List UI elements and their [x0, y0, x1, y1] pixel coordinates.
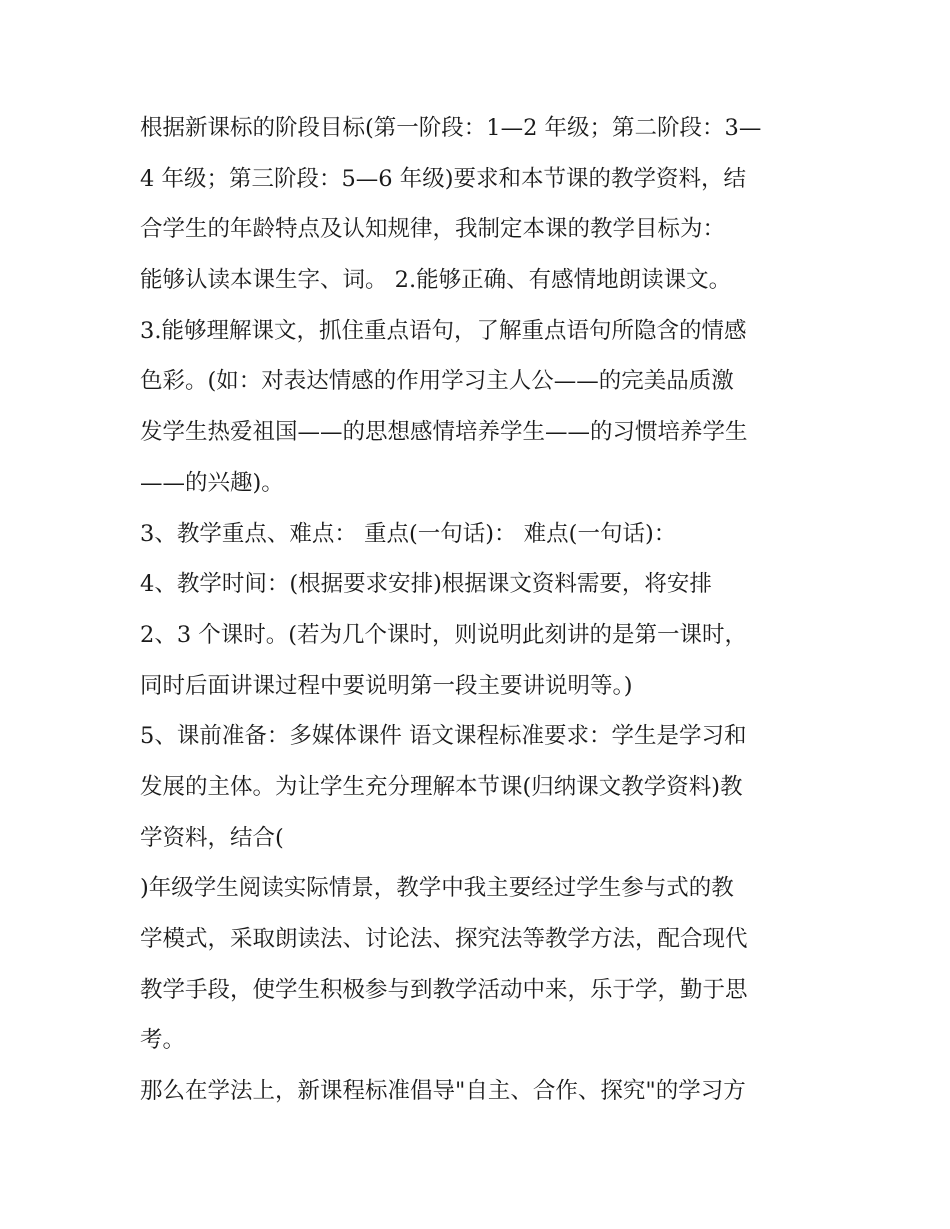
text-line: 4、教学时间：(根据要求安排)根据课文资料需要，将安排	[140, 571, 712, 598]
text-line: 色彩。(如：对表达情感的作用学习主人公——的完美品质激	[140, 368, 734, 395]
text-line: 3.能够理解课文，抓住重点语句，了解重点语句所隐含的情感	[140, 317, 747, 344]
text-line: 发展的主体。为让学生充分理解本节课(归纳课文教学资料)教	[140, 773, 743, 800]
text-line: 那么在学法上，新课程标准倡导"自主、合作、探究"的学习方	[140, 1078, 746, 1105]
text-line: 能够认读本课生字、词。 2.能够正确、有感情地朗读课文。	[140, 267, 732, 294]
text-line: 教学手段，使学生积极参与到教学活动中来，乐于学，勤于思	[140, 976, 748, 1003]
text-line: 3、教学重点、难点： 重点(一句话)： 难点(一句话)：	[140, 520, 677, 547]
text-line: )年级学生阅读实际情景，教学中我主要经过学生参与式的教	[140, 875, 734, 902]
document-body	[140, 103, 820, 1117]
text-line: 合学生的年龄特点及认知规律，我制定本课的教学目标为：	[140, 216, 726, 243]
text-line: 4 年级；第三阶段：5—6 年级)要求和本节课的教学资料，结	[140, 165, 747, 192]
text-line: 考。	[140, 1027, 186, 1054]
text-line: 学资料，结合(	[140, 824, 284, 851]
text-line: 2、3 个课时。(若为几个课时，则说明此刻讲的是第一课时，	[140, 621, 748, 648]
text-line: 学模式，采取朗读法、讨论法、探究法等教学方法，配合现代	[140, 926, 748, 952]
text-line: 根据新课标的阶段目标(第一阶段：1—2 年级；第二阶段：3—	[140, 115, 762, 141]
text-line: 同时后面讲课过程中要说明第一段主要讲说明等。)	[140, 672, 633, 699]
text-line: 发学生热爱祖国——的思想感情培养学生——的习惯培养学生	[140, 419, 748, 446]
text-line: 5、课前准备：多媒体课件 语文课程标准要求：学生是学习和	[140, 723, 747, 750]
text-line: ——的兴趣)。	[140, 469, 284, 496]
